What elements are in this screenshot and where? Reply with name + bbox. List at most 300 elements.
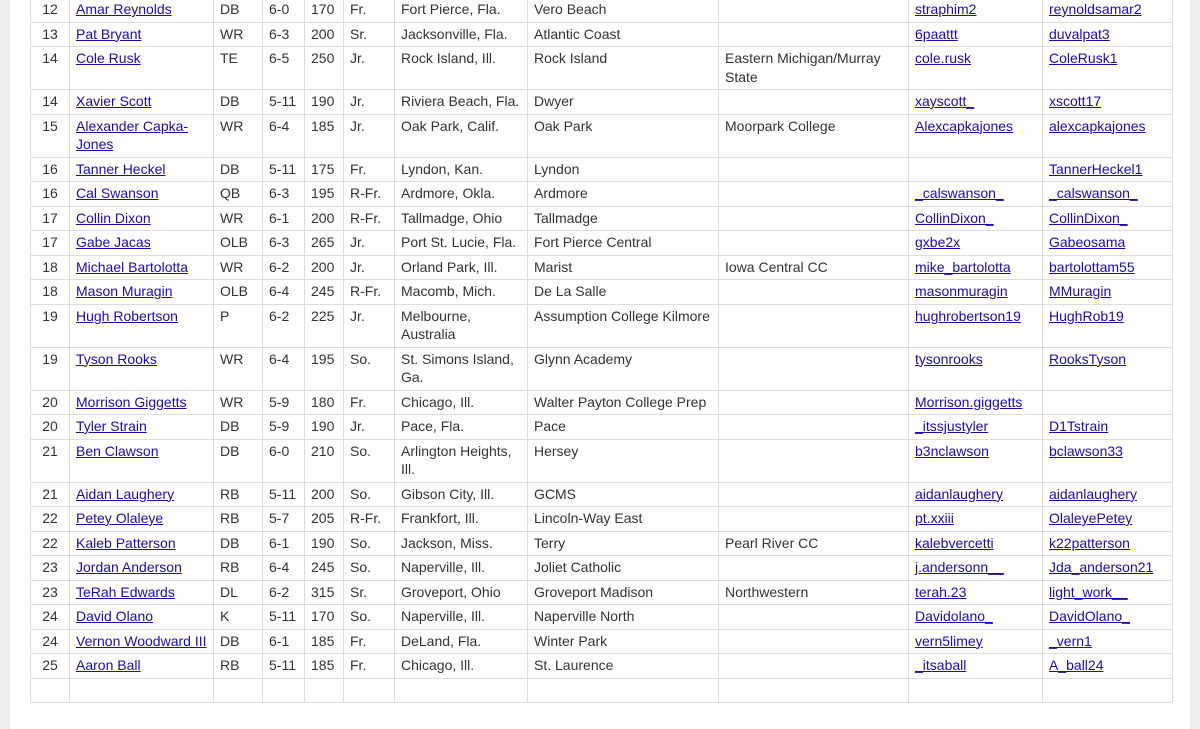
table-row (31, 280, 1173, 305)
player-name-cell (70, 206, 214, 231)
jersey-number-cell: 16 (31, 182, 70, 207)
instagram-handle-link[interactable]: masonmuragin (915, 283, 1008, 299)
table-row (31, 654, 1173, 679)
hometown-cell: DeLand, Fla. (395, 629, 528, 654)
twitter-handle-cell (1043, 605, 1173, 630)
high-school-cell: De La Salle (528, 280, 719, 305)
player-name-cell (70, 654, 214, 679)
player-name-cell (70, 22, 214, 47)
high-school-cell: Walter Payton College Prep (528, 390, 719, 415)
high-school-cell: St. Laurence (528, 654, 719, 679)
player-name-cell (70, 157, 214, 182)
instagram-handle-cell (909, 439, 1043, 482)
player-name-cell (70, 231, 214, 256)
twitter-handle-cell (1043, 280, 1173, 305)
height-cell: 6-0 (263, 439, 305, 482)
instagram-handle-cell (909, 390, 1043, 415)
instagram-handle-link[interactable]: 6paattt (915, 25, 958, 42)
page-content (10, 0, 1190, 729)
table-row (31, 556, 1173, 581)
hometown-cell: Chicago, Ill. (395, 390, 528, 415)
player-name-link[interactable]: Tyler Strain (76, 418, 147, 434)
player-name-link[interactable]: Aaron Ball (76, 657, 141, 673)
twitter-handle-cell (1043, 231, 1173, 256)
instagram-handle-link[interactable]: Alexcapkajones (915, 117, 1014, 134)
previous-college-cell (719, 629, 909, 654)
position-cell: DB (214, 629, 263, 654)
weight-cell: 200 (305, 482, 344, 507)
twitter-handle-link[interactable]: ColeRusk1 (1049, 50, 1118, 66)
high-school-cell: Vero Beach (528, 0, 719, 22)
hometown-cell: Pace, Fla. (395, 415, 528, 440)
twitter-handle-link[interactable]: DavidOlano_ (1049, 608, 1130, 624)
position-cell: WR (214, 114, 263, 157)
class-year-cell: Fr. (344, 157, 395, 182)
weight-cell: 190 (305, 90, 344, 115)
high-school-cell: Terry (528, 531, 719, 556)
class-year-cell: Fr. (344, 629, 395, 654)
twitter-handle-link[interactable]: duvalpat3 (1049, 25, 1110, 42)
table-row (31, 114, 1173, 157)
jersey-number-cell: 17 (31, 206, 70, 231)
table-row (31, 415, 1173, 440)
height-cell: 6-4 (263, 280, 305, 305)
weight-cell: 190 (305, 531, 344, 556)
twitter-handle-cell (1043, 678, 1173, 703)
jersey-number-cell: 14 (31, 90, 70, 115)
player-name-link[interactable]: Aidan Laughery (76, 485, 175, 502)
twitter-handle-cell (1043, 182, 1173, 207)
player-name-link[interactable]: Gabe Jacas (76, 234, 151, 250)
player-name-link[interactable]: Pat Bryant (76, 25, 142, 42)
player-name-link[interactable]: Alexander Capka-Jones (76, 117, 189, 152)
weight-cell: 195 (305, 347, 344, 390)
hometown-cell (395, 678, 528, 703)
player-name-cell (70, 439, 214, 482)
high-school-cell: GCMS (528, 482, 719, 507)
jersey-number-cell: 23 (31, 580, 70, 605)
instagram-handle-cell (909, 255, 1043, 280)
player-name-link[interactable]: Morrison Giggetts (76, 393, 187, 410)
previous-college-cell (719, 90, 909, 115)
player-name-cell (70, 182, 214, 207)
twitter-handle-link[interactable]: MMuragin (1049, 283, 1112, 299)
class-year-cell: So. (344, 347, 395, 390)
instagram-handle-link[interactable]: j.andersonn__ (915, 559, 1004, 575)
player-name-cell (70, 280, 214, 305)
jersey-number-cell: 24 (31, 629, 70, 654)
player-name-link[interactable]: Kaleb Patterson (76, 534, 176, 551)
twitter-handle-cell (1043, 90, 1173, 115)
instagram-handle-link[interactable]: mike_bartolotta (915, 258, 1011, 275)
player-name-link[interactable]: TeRah Edwards (76, 583, 175, 600)
instagram-handle-cell (909, 157, 1043, 182)
twitter-handle-cell (1043, 507, 1173, 532)
weight-cell: 185 (305, 629, 344, 654)
twitter-handle-cell (1043, 347, 1173, 390)
class-year-cell: So. (344, 482, 395, 507)
instagram-handle-cell (909, 556, 1043, 581)
twitter-handle-link[interactable]: Jda_anderson21 (1049, 559, 1154, 575)
player-name-link[interactable]: Ben Clawson (76, 442, 159, 459)
table-row (31, 231, 1173, 256)
jersey-number-cell: 20 (31, 415, 70, 440)
jersey-number-cell: 25 (31, 654, 70, 679)
weight-cell: 175 (305, 157, 344, 182)
instagram-handle-cell (909, 206, 1043, 231)
class-year-cell: So. (344, 439, 395, 482)
table-row (31, 580, 1173, 605)
twitter-handle-cell (1043, 482, 1173, 507)
height-cell: 5-11 (263, 605, 305, 630)
player-name-link[interactable]: David Olano (76, 608, 154, 624)
previous-college-cell: Moorpark College (719, 114, 909, 157)
player-name-link[interactable]: Xavier Scott (76, 93, 152, 109)
roster-body (31, 0, 1173, 703)
player-name-cell (70, 390, 214, 415)
jersey-number-cell: 19 (31, 347, 70, 390)
previous-college-cell (719, 304, 909, 347)
weight-cell: 185 (305, 654, 344, 679)
class-year-cell: Jr. (344, 47, 395, 90)
class-year-cell (344, 678, 395, 703)
instagram-handle-cell (909, 482, 1043, 507)
twitter-handle-link[interactable]: _calswanson_ (1049, 185, 1138, 201)
hometown-cell: Frankfort, Ill. (395, 507, 528, 532)
table-row (31, 22, 1173, 47)
position-cell: DB (214, 0, 263, 22)
jersey-number-cell: 23 (31, 556, 70, 581)
twitter-handle-link[interactable]: RooksTyson (1049, 350, 1127, 367)
previous-college-cell (719, 605, 909, 630)
hometown-cell: Ardmore, Okla. (395, 182, 528, 207)
twitter-handle-link[interactable]: aidanlaughery (1049, 485, 1137, 502)
player-name-link[interactable]: Michael Bartolotta (76, 258, 189, 275)
twitter-handle-cell (1043, 157, 1173, 182)
instagram-handle-link[interactable]: CollinDixon_ (915, 209, 994, 226)
instagram-handle-cell (909, 90, 1043, 115)
player-name-link[interactable]: Amar Reynolds (76, 1, 172, 17)
class-year-cell: Fr. (344, 0, 395, 22)
position-cell: DB (214, 531, 263, 556)
weight-cell (305, 678, 344, 703)
weight-cell: 200 (305, 206, 344, 231)
previous-college-cell (719, 654, 909, 679)
previous-college-cell (719, 206, 909, 231)
twitter-handle-link[interactable]: light_work__ (1049, 583, 1128, 600)
weight-cell: 195 (305, 182, 344, 207)
class-year-cell: Jr. (344, 114, 395, 157)
height-cell: 6-4 (263, 556, 305, 581)
instagram-handle-link[interactable]: _calswanson_ (915, 185, 1004, 201)
instagram-handle-cell (909, 347, 1043, 390)
player-name-link[interactable]: Collin Dixon (76, 209, 151, 226)
twitter-handle-link[interactable]: A_ball24 (1049, 657, 1104, 673)
instagram-handle-cell (909, 280, 1043, 305)
height-cell: 6-1 (263, 531, 305, 556)
jersey-number-cell: 24 (31, 605, 70, 630)
instagram-handle-link[interactable]: xayscott_ (915, 93, 975, 109)
instagram-handle-link[interactable]: _itssjustyler (915, 418, 989, 434)
hometown-cell: Fort Pierce, Fla. (395, 0, 528, 22)
instagram-handle-cell (909, 531, 1043, 556)
twitter-handle-link[interactable]: k22patterson (1049, 534, 1130, 551)
position-cell: RB (214, 556, 263, 581)
table-row (31, 482, 1173, 507)
player-name-link[interactable]: Cal Swanson (76, 185, 159, 201)
height-cell: 6-3 (263, 182, 305, 207)
instagram-handle-cell (909, 304, 1043, 347)
height-cell: 6-1 (263, 206, 305, 231)
instagram-handle-link[interactable]: Davidolano_ (915, 608, 993, 624)
instagram-handle-cell (909, 22, 1043, 47)
twitter-handle-link[interactable]: _vern1 (1049, 632, 1092, 649)
player-name-link[interactable]: Cole Rusk (76, 50, 141, 66)
table-row (31, 347, 1173, 390)
twitter-handle-link[interactable]: Gabeosama (1049, 234, 1126, 250)
twitter-handle-link[interactable]: TannerHeckel1 (1049, 160, 1143, 177)
instagram-handle-cell (909, 0, 1043, 22)
twitter-handle-cell (1043, 556, 1173, 581)
instagram-handle-link[interactable]: Morrison.giggetts (915, 393, 1023, 410)
player-name-cell (70, 678, 214, 703)
table-row (31, 304, 1173, 347)
hometown-cell: Macomb, Mich. (395, 280, 528, 305)
height-cell: 6-4 (263, 347, 305, 390)
jersey-number-cell: 12 (31, 0, 70, 22)
previous-college-cell (719, 231, 909, 256)
instagram-handle-link[interactable]: aidanlaughery (915, 485, 1003, 502)
high-school-cell: Oak Park (528, 114, 719, 157)
player-name-cell (70, 556, 214, 581)
position-cell: DB (214, 415, 263, 440)
position-cell: WR (214, 22, 263, 47)
instagram-handle-cell (909, 654, 1043, 679)
twitter-handle-cell (1043, 206, 1173, 231)
position-cell: RB (214, 482, 263, 507)
jersey-number-cell: 21 (31, 482, 70, 507)
hometown-cell: Gibson City, Ill. (395, 482, 528, 507)
jersey-number-cell: 17 (31, 231, 70, 256)
instagram-handle-link[interactable]: tysonrooks (915, 350, 983, 367)
table-row (31, 390, 1173, 415)
high-school-cell: Glynn Academy (528, 347, 719, 390)
table-row (31, 255, 1173, 280)
hometown-cell: Lyndon, Kan. (395, 157, 528, 182)
roster-table (30, 0, 1173, 703)
jersey-number-cell: 18 (31, 255, 70, 280)
high-school-cell: Lyndon (528, 157, 719, 182)
twitter-handle-link[interactable]: xscott17 (1049, 93, 1102, 109)
player-name-link[interactable]: Vernon Woodward III (76, 632, 207, 649)
instagram-handle-link[interactable]: _itsaball (915, 657, 967, 673)
previous-college-cell (719, 182, 909, 207)
instagram-handle-link[interactable]: straphim2 (915, 1, 977, 17)
player-name-cell (70, 507, 214, 532)
class-year-cell: Sr. (344, 22, 395, 47)
high-school-cell: Dwyer (528, 90, 719, 115)
weight-cell: 210 (305, 439, 344, 482)
twitter-handle-cell (1043, 304, 1173, 347)
instagram-handle-link[interactable]: vern5limey (915, 632, 983, 649)
class-year-cell: So. (344, 605, 395, 630)
twitter-handle-link[interactable]: D1Tstrain (1049, 418, 1109, 434)
jersey-number-cell: 18 (31, 280, 70, 305)
jersey-number-cell: 16 (31, 157, 70, 182)
position-cell: K (214, 605, 263, 630)
class-year-cell: So. (344, 556, 395, 581)
height-cell: 5-7 (263, 507, 305, 532)
previous-college-cell: Northwestern (719, 580, 909, 605)
instagram-handle-cell (909, 231, 1043, 256)
weight-cell: 245 (305, 280, 344, 305)
player-name-link[interactable]: Tanner Heckel (76, 160, 166, 177)
table-row (31, 678, 1173, 703)
table-row (31, 629, 1173, 654)
hometown-cell: Groveport, Ohio (395, 580, 528, 605)
instagram-handle-link[interactable]: b3nclawson (915, 442, 989, 459)
table-row (31, 0, 1173, 22)
instagram-handle-cell (909, 47, 1043, 90)
position-cell: QB (214, 182, 263, 207)
instagram-handle-cell (909, 114, 1043, 157)
instagram-handle-cell (909, 415, 1043, 440)
height-cell: 6-2 (263, 255, 305, 280)
twitter-handle-cell (1043, 390, 1173, 415)
high-school-cell: Groveport Madison (528, 580, 719, 605)
weight-cell: 170 (305, 605, 344, 630)
class-year-cell: Jr. (344, 90, 395, 115)
twitter-handle-link[interactable]: HughRob19 (1049, 307, 1124, 324)
player-name-cell (70, 482, 214, 507)
table-row (31, 507, 1173, 532)
height-cell: 5-11 (263, 157, 305, 182)
position-cell: DB (214, 157, 263, 182)
jersey-number-cell (31, 678, 70, 703)
high-school-cell: Atlantic Coast (528, 22, 719, 47)
previous-college-cell (719, 507, 909, 532)
high-school-cell: Winter Park (528, 629, 719, 654)
class-year-cell: Jr. (344, 255, 395, 280)
high-school-cell: Rock Island (528, 47, 719, 90)
instagram-handle-link[interactable]: cole.rusk (915, 50, 972, 66)
weight-cell: 205 (305, 507, 344, 532)
weight-cell: 180 (305, 390, 344, 415)
player-name-link[interactable]: Tyson Rooks (76, 350, 157, 367)
twitter-handle-cell (1043, 654, 1173, 679)
table-row (31, 47, 1173, 90)
twitter-handle-link[interactable]: bartolottam55 (1049, 258, 1135, 275)
player-name-link[interactable]: Jordan Anderson (76, 559, 182, 575)
previous-college-cell (719, 157, 909, 182)
hometown-cell: Jacksonville, Fla. (395, 22, 528, 47)
jersey-number-cell: 14 (31, 47, 70, 90)
high-school-cell: Marist (528, 255, 719, 280)
height-cell: 6-4 (263, 114, 305, 157)
hometown-cell: Arlington Heights, Ill. (395, 439, 528, 482)
twitter-handle-cell (1043, 114, 1173, 157)
jersey-number-cell: 22 (31, 507, 70, 532)
position-cell: TE (214, 47, 263, 90)
player-name-cell (70, 605, 214, 630)
previous-college-cell (719, 0, 909, 22)
hometown-cell: Riviera Beach, Fla. (395, 90, 528, 115)
hometown-cell: Port St. Lucie, Fla. (395, 231, 528, 256)
previous-college-cell (719, 439, 909, 482)
class-year-cell: Fr. (344, 390, 395, 415)
height-cell: 5-11 (263, 654, 305, 679)
height-cell: 5-11 (263, 482, 305, 507)
previous-college-cell (719, 22, 909, 47)
position-cell: DB (214, 90, 263, 115)
instagram-handle-cell (909, 678, 1043, 703)
twitter-handle-link[interactable]: CollinDixon_ (1049, 209, 1128, 226)
previous-college-cell (719, 678, 909, 703)
instagram-handle-link[interactable]: terah.23 (915, 583, 967, 600)
jersey-number-cell: 15 (31, 114, 70, 157)
weight-cell: 170 (305, 0, 344, 22)
twitter-handle-cell (1043, 0, 1173, 22)
twitter-handle-link[interactable]: reynoldsamar2 (1049, 1, 1142, 17)
player-name-link[interactable]: Petey Olaleye (76, 510, 164, 526)
instagram-handle-cell (909, 605, 1043, 630)
twitter-handle-cell (1043, 415, 1173, 440)
player-name-cell (70, 304, 214, 347)
position-cell: P (214, 304, 263, 347)
jersey-number-cell: 13 (31, 22, 70, 47)
hometown-cell: Jackson, Miss. (395, 531, 528, 556)
high-school-cell: Naperville North (528, 605, 719, 630)
height-cell: 6-3 (263, 22, 305, 47)
instagram-handle-link[interactable]: pt.xxiii (915, 510, 954, 526)
position-cell: WR (214, 206, 263, 231)
high-school-cell: Ardmore (528, 182, 719, 207)
weight-cell: 225 (305, 304, 344, 347)
jersey-number-cell: 22 (31, 531, 70, 556)
hometown-cell: Naperville, Ill. (395, 605, 528, 630)
high-school-cell: Pace (528, 415, 719, 440)
hometown-cell: Oak Park, Calif. (395, 114, 528, 157)
previous-college-cell: Eastern Michigan/Murray State (719, 47, 909, 90)
table-row (31, 182, 1173, 207)
player-name-cell (70, 629, 214, 654)
class-year-cell: R-Fr. (344, 280, 395, 305)
player-name-cell (70, 47, 214, 90)
weight-cell: 190 (305, 415, 344, 440)
hometown-cell: Orland Park, Ill. (395, 255, 528, 280)
instagram-handle-cell (909, 580, 1043, 605)
previous-college-cell: Pearl River CC (719, 531, 909, 556)
player-name-cell (70, 347, 214, 390)
previous-college-cell (719, 347, 909, 390)
player-name-link[interactable]: Mason Muragin (76, 283, 173, 299)
instagram-handle-link[interactable]: gxbe2x (915, 234, 961, 250)
instagram-handle-link[interactable]: hughrobertson19 (915, 307, 1021, 324)
position-cell: WR (214, 255, 263, 280)
class-year-cell: R-Fr. (344, 182, 395, 207)
player-name-link[interactable]: Hugh Robertson (76, 307, 178, 324)
instagram-handle-link[interactable]: kalebvercetti (915, 534, 994, 551)
twitter-handle-link[interactable]: OlaleyePetey (1049, 510, 1133, 526)
instagram-handle-cell (909, 629, 1043, 654)
table-row (31, 531, 1173, 556)
height-cell: 6-5 (263, 47, 305, 90)
jersey-number-cell: 20 (31, 390, 70, 415)
twitter-handle-link[interactable]: alexcapkajones (1049, 117, 1146, 134)
class-year-cell: Jr. (344, 304, 395, 347)
position-cell: WR (214, 347, 263, 390)
twitter-handle-link[interactable]: bclawson33 (1049, 442, 1123, 459)
